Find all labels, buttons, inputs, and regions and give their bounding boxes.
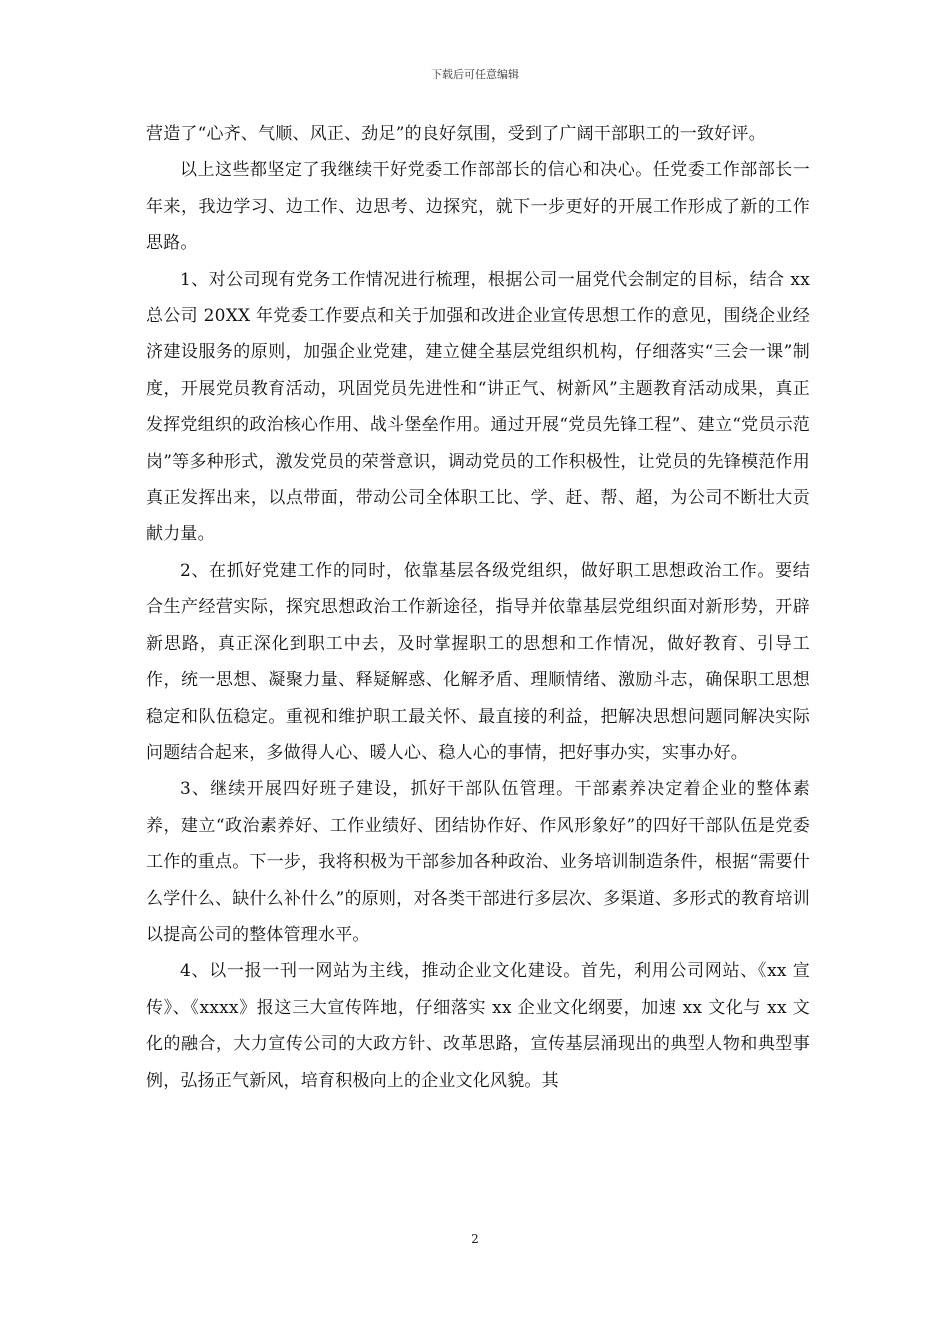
paragraph: 2、在抓好党建工作的同时，依靠基层各级党组织，做好职工思想政治工作。要结合生产经营实际，探究思想政治工作新途径，指导并依靠基层党组织面对新形势，开辟新思路，真正深化到职工中去，及时掌握职工的思想和工作情况，做好教育、引导工作，统一思想、凝聚力量、释疑解惑、化解矛盾、理顺情绪、激励斗志，确保职工思想稳定和队伍稳定。重视和维护职工最关怀、最直接的利益，把解决思想问题同解决实际问题结合起来，多做得人心、暖人心、稳人心的事情，把好事办实，实事办好。 (146, 560, 810, 763)
document-body (146, 116, 810, 1099)
paragraph: 营造了“心齐、气顺、风正、劲足”的良好氛围，受到了广阔干部职工的一致好评。 (146, 124, 766, 144)
paragraph: 3、继续开展四好班子建设，抓好干部队伍管理。干部素养决定着企业的整体素养，建立“政治素养好、工作业绩好、团结协作好、作风形象好”的四好干部队伍是党委工作的重点。下一步，我将积极为干部参加各种政治、业务培训制造条件，根据“需要什么学什么、缺什么补什么”的原则，对各类干部进行多层次、多渠道、多形式的教育培训以提高公司的整体管理水平。 (146, 779, 810, 945)
page-header: 下载后可任意编辑 (431, 68, 519, 81)
paragraph: 1、对公司现有党务工作情况进行梳理，根据公司一届党代会制定的目标，结合 xx 总公司 20XX 年党委工作要点和关于加强和改进企业宣传思想工作的意见，围绕企业经济建设服务的原则，加强企业党建，建立健全基层党组织机构，仔细落实“三会一课”制度，开展党员教育活动，巩固党员先进性和“讲正气、树新风”主题教育活动成果，真正发挥党组织的政治核心作用、战斗堡垒作用。通过开展“党员先锋工程”、建立“党员示范岗”等多种形式，激发党员的荣誉意识，调动党员的工作积极性，让党员的先锋模范作用真正发挥出来，以点带面，带动公司全体职工比、学、赶、帮、超，为公司不断壮大贡献力量。 (146, 269, 810, 545)
paragraph: 4、以一报一刊一网站为主线，推动企业文化建设。首先，利用公司网站、《xx 宣传》、《xxxx》报这三大宣传阵地，仔细落实 xx 企业文化纲要，加速 xx 文化与 xx 文化的融合，大力宣传公司的大政方针、改革思路，宣传基层涌现出的典型人物和典型事例，弘扬正气新风，培育积极向上的企业文化风貌。其 (146, 961, 810, 1091)
page-number: 2 (471, 1232, 479, 1246)
paragraph: 以上这些都坚定了我继续干好党委工作部部长的信心和决心。任党委工作部部长一年来，我边学习、边工作、边思考、边探究，就下一步更好的开展工作形成了新的工作思路。 (146, 160, 810, 254)
